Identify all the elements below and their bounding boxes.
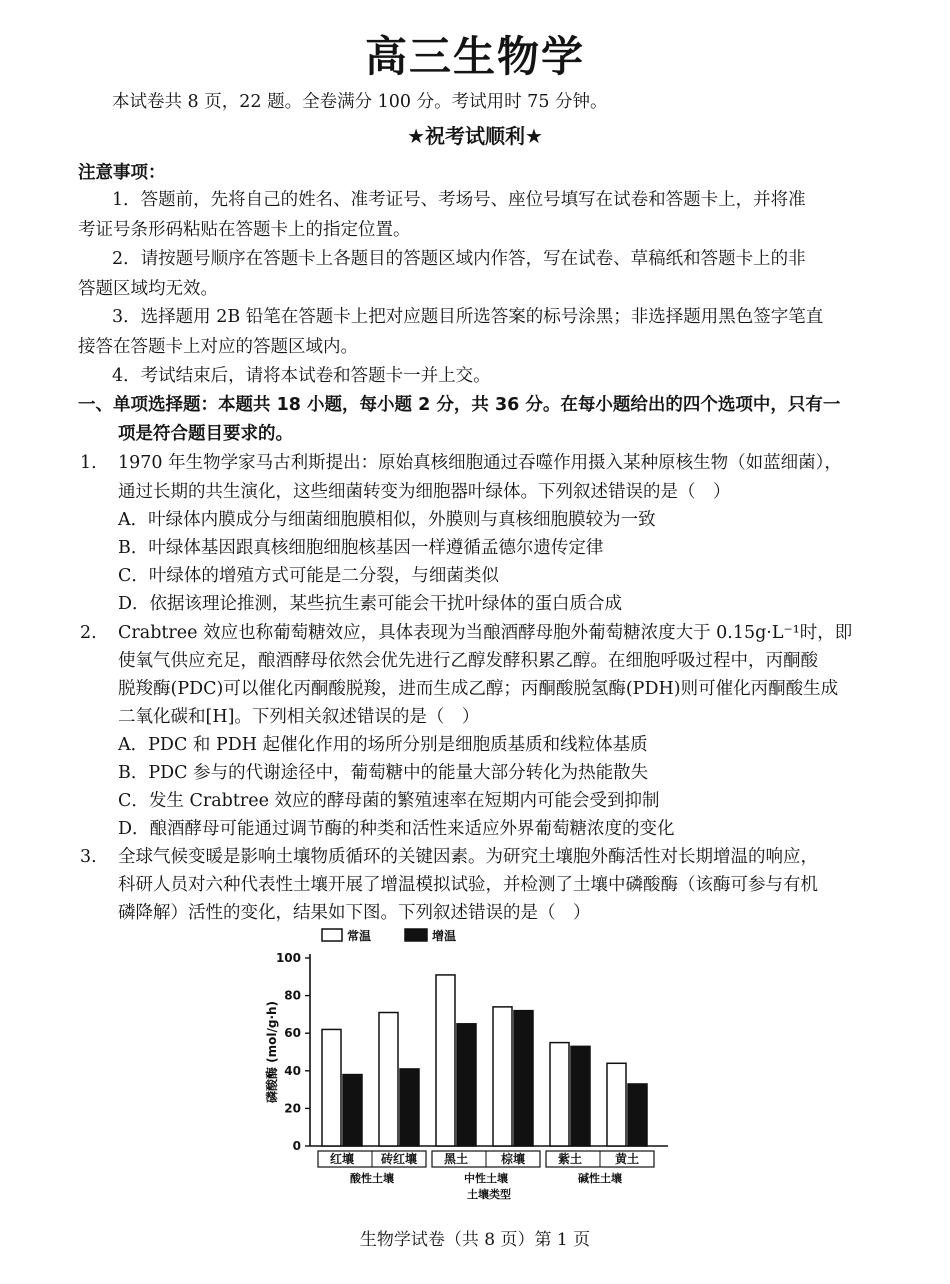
question-number: 1. (80, 453, 97, 473)
bar-warming-4 (571, 1046, 590, 1146)
bar-normal-5 (607, 1063, 626, 1146)
question-stem: Crabtree 效应也称葡萄糖效应，具体表现为当酿酒酵母胞外葡萄糖浓度大于 0.15g·L⁻¹时，即 (118, 623, 853, 643)
notes-heading: 注意事项： (78, 163, 166, 183)
x-tick-label: 紫土 (557, 1152, 583, 1166)
x-tick-label: 砖红壤 (380, 1152, 418, 1166)
bar-normal-4 (550, 1043, 569, 1146)
section-heading-cont: 项是符合题目要求的。 (118, 424, 293, 444)
question-stem: 脱羧酶(PDC)可以催化丙酮酸脱羧，进而生成乙醇；丙酮酸脱氢酶(PDH)则可催化丙酮酸生成 (118, 679, 839, 699)
section-heading: 一、单项选择题：本题共 18 小题，每小题 2 分，共 36 分。在每小题给出的四个选项中，只有一 (78, 395, 841, 415)
bar-normal-3 (493, 1007, 512, 1146)
good-luck-banner: ★祝考试顺利★ (407, 124, 543, 148)
note-line: 接答在答题卡上对应的答题区域内。 (78, 337, 358, 357)
question-stem: 通过长期的共生演化，这些细菌转变为细胞器叶绿体。下列叙述错误的是（ ） (118, 482, 731, 502)
option-a: A．叶绿体内膜成分与细菌细胞膜相似，外膜则与真核细胞膜较为一致 (118, 510, 656, 530)
y-tick-label: 40 (284, 1063, 301, 1078)
page-footer: 生物学试卷（共 8 页）第 1 页 (359, 1230, 591, 1250)
question-stem: 全球气候变暖是影响土壤物质循环的关键因素。为研究土壤胞外酶活性对长期增温的响应， (118, 847, 818, 867)
y-tick-label: 0 (292, 1139, 301, 1153)
question-stem: 科研人员对六种代表性土壤开展了增温模拟试验，并检测了土壤中磷酸酶（该酶可参与有机 (118, 875, 818, 895)
group-box (432, 1151, 540, 1167)
option-d: D．酿酒酵母可能通过调节酶的种类和活性来适应外界葡萄糖浓度的变化 (118, 819, 675, 839)
legend-label-normal: 常温 (347, 929, 372, 943)
question-number: 2. (80, 623, 97, 643)
x-tick-label: 黄土 (614, 1152, 640, 1166)
option-a: A．PDC 和 PDH 起催化作用的场所分别是细胞质基质和线粒体基质 (118, 735, 648, 755)
x-axis-label: 土壤类型 (467, 1188, 511, 1201)
bar-normal-1 (379, 1013, 398, 1146)
option-c: C．叶绿体的增殖方式可能是二分裂，与细菌类似 (118, 566, 499, 586)
question-stem: 1970 年生物学家马古利斯提出：原始真核细胞通过吞噬作用摄入某种原核生物（如蓝细菌）， (118, 453, 842, 473)
bar-warming-0 (343, 1075, 362, 1146)
question-stem: 磷降解）活性的变化，结果如下图。下列叙述错误的是（ ） (118, 903, 591, 923)
bar-normal-2 (436, 975, 455, 1146)
y-tick-label: 20 (284, 1101, 301, 1116)
group-box (318, 1151, 426, 1167)
group-label: 碱性土壤 (578, 1172, 622, 1185)
option-c: C．发生 Crabtree 效应的酵母菌的繁殖速率在短期内可能会受到抑制 (118, 791, 660, 811)
group-box (546, 1151, 654, 1167)
y-axis-label: 磷酸酶 (mol/g·h) (265, 1000, 279, 1104)
x-tick-label: 黑土 (443, 1152, 469, 1166)
question-stem: 二氧化碳和[H]。下列相关叙述错误的是（ ） (118, 707, 480, 727)
legend-swatch-normal (322, 929, 342, 941)
note-line: 考证号条形码粘贴在答题卡上的指定位置。 (78, 220, 411, 240)
bar-warming-5 (628, 1084, 647, 1146)
legend-label-warming: 增温 (432, 929, 457, 943)
bar-warming-1 (400, 1069, 419, 1146)
y-tick-label: 80 (284, 988, 301, 1003)
group-label: 中性土壤 (464, 1172, 508, 1185)
note-line: 4．考试结束后，请将本试卷和答题卡一并上交。 (112, 366, 491, 386)
bar-warming-2 (457, 1024, 476, 1146)
option-d: D．依据该理论推测，某些抗生素可能会干扰叶绿体的蛋白质合成 (118, 594, 623, 614)
note-line: 答题区域均无效。 (78, 279, 218, 299)
legend-swatch-warming (405, 929, 427, 941)
bar-warming-3 (514, 1011, 533, 1146)
question-number: 3. (80, 847, 97, 867)
option-b: B．叶绿体基因跟真核细胞细胞核基因一样遵循孟德尔遗传定律 (118, 538, 604, 558)
group-label: 酸性土壤 (350, 1172, 394, 1185)
note-line: 1．答题前，先将自己的姓名、准考证号、考场号、座位号填写在试卷和答题卡上，并将准 (112, 190, 806, 210)
bar-normal-0 (322, 1029, 341, 1146)
page-title: 高三生物学 (364, 32, 585, 81)
question-stem: 使氧气供应充足，酿酒酵母依然会优先进行乙醇发酵积累乙醇。在细胞呼吸过程中，丙酮酸 (118, 651, 818, 671)
exam-info: 本试卷共 8 页，22 题。全卷满分 100 分。考试用时 75 分钟。 (112, 92, 608, 112)
y-tick-label: 60 (284, 1026, 301, 1041)
x-tick-label: 棕壤 (500, 1152, 526, 1166)
x-tick-label: 红壤 (329, 1152, 355, 1166)
option-b: B．PDC 参与的代谢途径中，葡萄糖中的能量大部分转化为热能散失 (118, 763, 649, 783)
y-tick-label: 100 (275, 951, 301, 965)
note-line: 2．请按题号顺序在答题卡上各题目的答题区域内作答，写在试卷、草稿纸和答题卡上的非 (112, 249, 806, 269)
note-line: 3．选择题用 2B 铅笔在答题卡上把对应题目所选答案的标号涂黑；非选择题用黑色签字笔直 (112, 307, 824, 327)
